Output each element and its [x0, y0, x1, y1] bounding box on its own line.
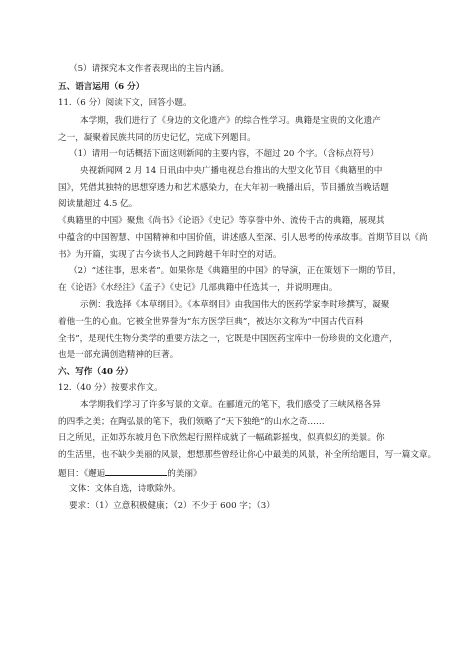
question-12-prompt: 12.（40 分）按要求作文。	[58, 383, 163, 393]
news-line: 央视新闻网 2 月 14 日讯由中央广播电视总台推出的大型文化节目《典籍里的中	[80, 166, 383, 176]
question-11-sub2: （2）“述往事，思来者”。如果你是《典籍里的中国》的导演，正在策划下一期的节目，	[69, 266, 402, 276]
news-line: 书》为开篇，实现了古今读书人之间跨越千年时空的对话。	[58, 250, 282, 260]
writing-prompt-line: 日之所见，正如苏东坡月色下欣然起行照样成就了一幅疏影摇曳，似真似幻的美景。你	[58, 433, 385, 443]
essay-title-line	[58, 467, 202, 480]
essay-title-suffix: 的美丽》	[167, 469, 202, 479]
essay-requirements-line: 要求：（1）立意积极健康；（2）不少于 600 字；（3）	[69, 501, 275, 511]
example-line: 着他一生的心血。它被全世界誉为“东方医学巨典”，被达尔文称为“中国古代百科	[58, 317, 364, 327]
paragraph-line: 之一，凝聚着民族共同的历史记忆，完成下列题目。	[58, 133, 256, 143]
section-six-heading: 六、写作（40 分）	[58, 367, 134, 377]
question-10-sub5: （5）请探究本文作者表现出的主旨内涵。	[69, 64, 230, 74]
essay-title-prefix: 题目：《邂逅	[58, 469, 106, 479]
example-line: 也是一部充满创造精神的巨著。	[58, 350, 179, 360]
essay-genre-line: 文体：文体自选，诗歌除外。	[69, 484, 181, 494]
news-line: 阅读量超过 4.5 亿。	[58, 199, 138, 209]
example-line: 示例：我选择《本草纲目》。《本草纲目》由我国伟大的医药学家李时珍撰写，凝聚	[80, 300, 390, 310]
paragraph-line: 本学期，我们进行了《身边的文化遗产》的综合性学习。典籍是宝贵的文化遗产	[80, 116, 381, 126]
writing-prompt-line: 的四季之美；在陶弘景的笔下，我们领略了“天下独绝”的山水之奇……	[58, 417, 325, 427]
question-11-sub1: （1）请用一句话概括下面这则新闻的主要内容，不超过 20 个字。（含标点符号）	[69, 149, 379, 159]
example-line: 全书”，是现代生物分类学的重要方法之一，它既是中国医药宝库中一份珍贵的文化遗产，	[58, 334, 398, 344]
essay-title-blank	[105, 467, 167, 476]
news-line: 中蕴含的中国智慧、中国精神和中国价值，讲述感人至深、引人思考的传承故事。首期节目以《尚	[58, 233, 428, 243]
news-line: 国》，凭借其独特的思想穿透力和艺术感染力，在大年初一晚播出后，节目播放当晚话题	[58, 183, 389, 193]
paragraph-line: 在《论语》《水经注》《孟子》《史记》几部典籍中任选其一，并说明理由。	[58, 283, 338, 293]
news-line: 《典籍里的中国》聚焦《尚书》《论语》《史记》等享誉中外、流传千古的典籍，展现其	[58, 216, 385, 226]
writing-prompt-line: 的生活里，也不缺少美丽的风景，想想那些曾经让你心中最美的风景，补全所给题目，写一篇文章。	[58, 450, 437, 460]
writing-prompt-line: 本学期我们学习了许多写景的文章。在郦道元的笔下，我们感受了三峡风格各异	[80, 400, 381, 410]
section-five-heading: 五、语言运用（6 分）	[58, 82, 145, 92]
question-11-prompt: 11.（6 分）阅读下文，回答小题。	[58, 98, 192, 108]
